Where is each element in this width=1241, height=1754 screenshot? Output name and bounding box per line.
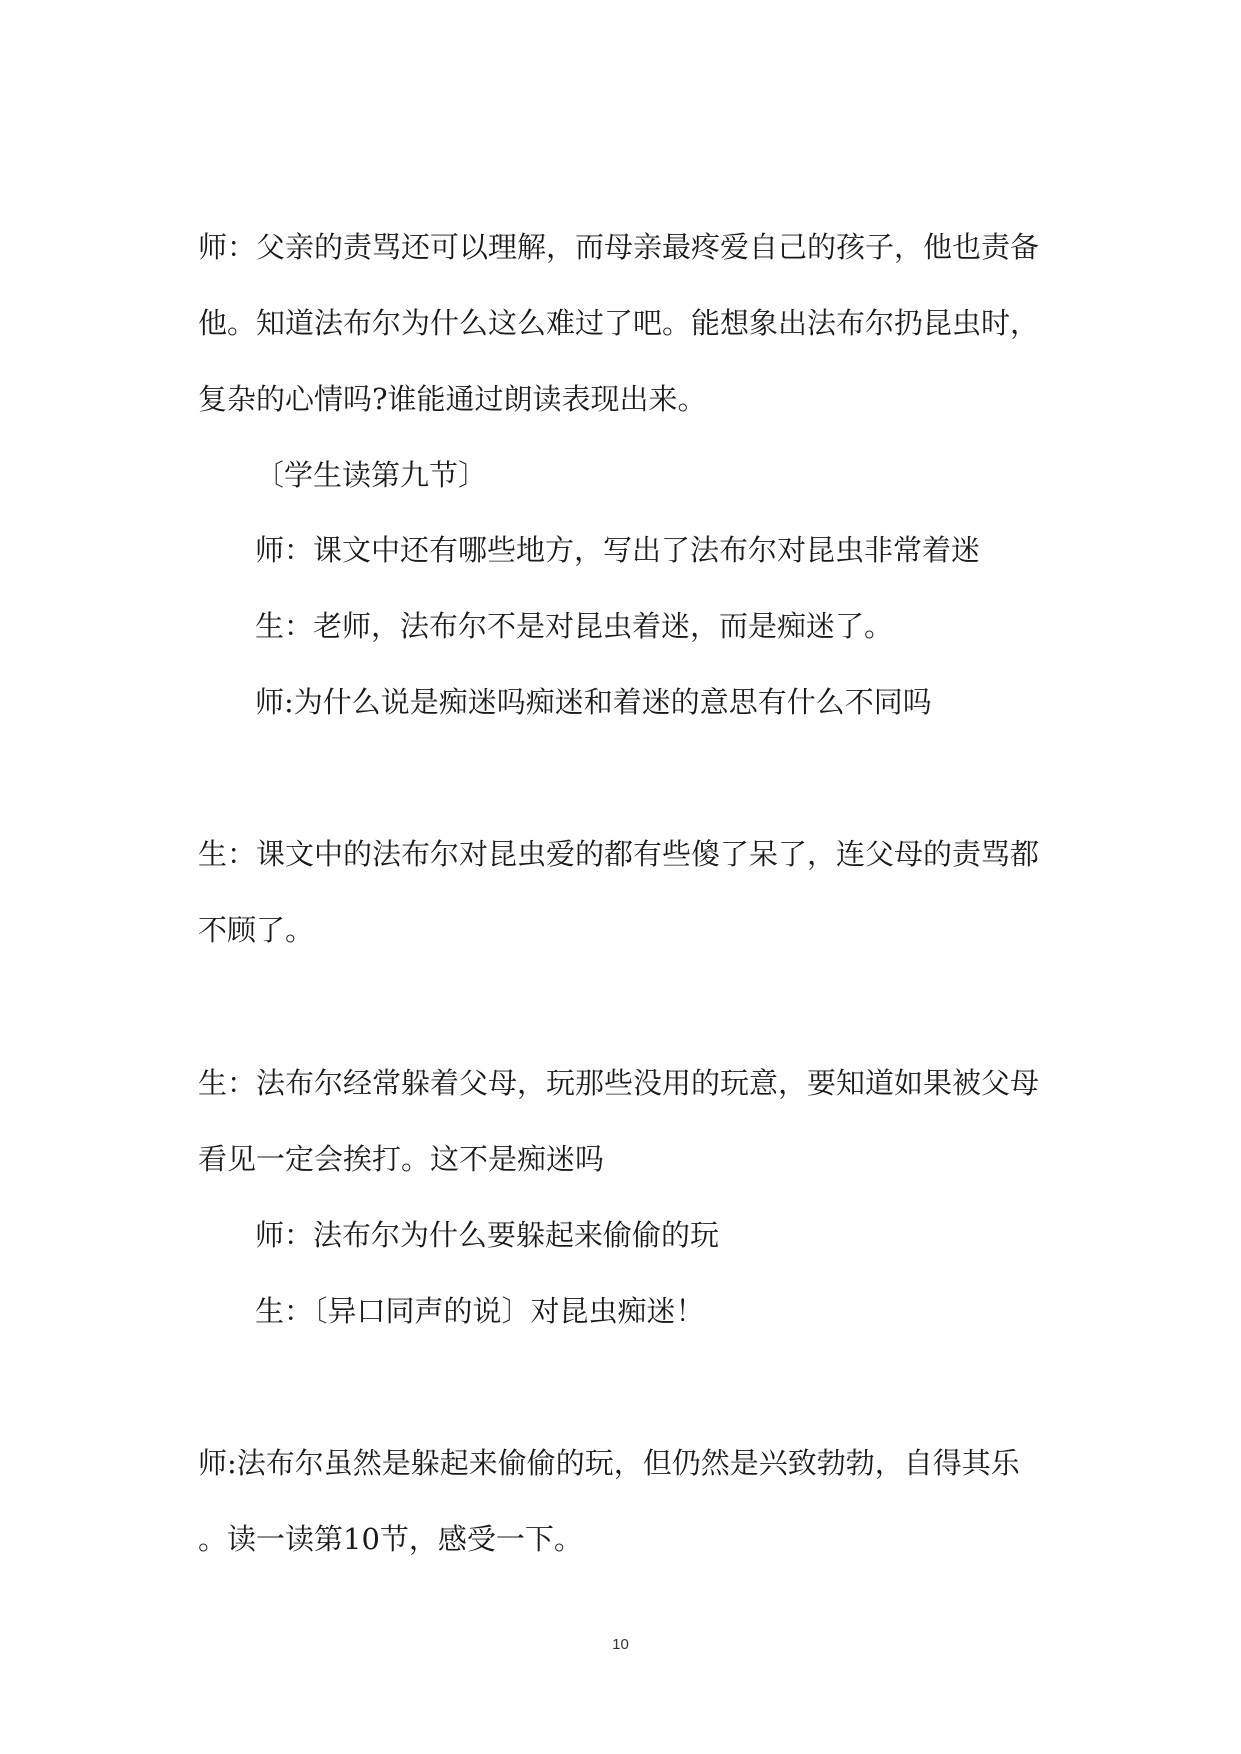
text-line: 生：课文中的法布尔对昆虫爱的都有些傻了呆了，连父母的责骂都 (198, 837, 1040, 871)
text-line: 看见一定会挨打。这不是痴迷吗 (198, 1142, 605, 1176)
text-line: 〔学生读第九节〕 (255, 458, 488, 492)
text-line: 生：老师，法布尔不是对昆虫着迷，而是痴迷了。 (255, 609, 894, 643)
text-line: 师：法布尔为什么要躲起来偷偷的玩 (255, 1218, 720, 1252)
text-line: 师:法布尔虽然是躲起来偷偷的玩，但仍然是兴致勃勃，自得其乐 (198, 1446, 1020, 1480)
page-number: 10 (612, 1636, 629, 1653)
text-line: 师:为什么说是痴迷吗痴迷和着迷的意思有什么不同吗 (255, 685, 932, 719)
text-line: 他。知道法布尔为什么这么难过了吧。能想象出法布尔扔昆虫时， (198, 306, 1040, 340)
text-line: 师：课文中还有哪些地方，写出了法布尔对昆虫非常着迷 (255, 533, 981, 567)
text-line: 复杂的心情吗?谁能通过朗读表现出来。 (198, 382, 707, 416)
text-line: 师：父亲的责骂还可以理解，而母亲最疼爱自己的孩子，他也责备 (198, 230, 1040, 264)
text-line: 生：〔异口同声的说〕对昆虫痴迷！ (255, 1294, 705, 1328)
text-line: 生：法布尔经常躲着父母，玩那些没用的玩意，要知道如果被父母 (198, 1066, 1040, 1100)
text-line: 不顾了。 (198, 913, 315, 947)
text-line: 。读一读第10节，感受一下。 (198, 1522, 583, 1556)
